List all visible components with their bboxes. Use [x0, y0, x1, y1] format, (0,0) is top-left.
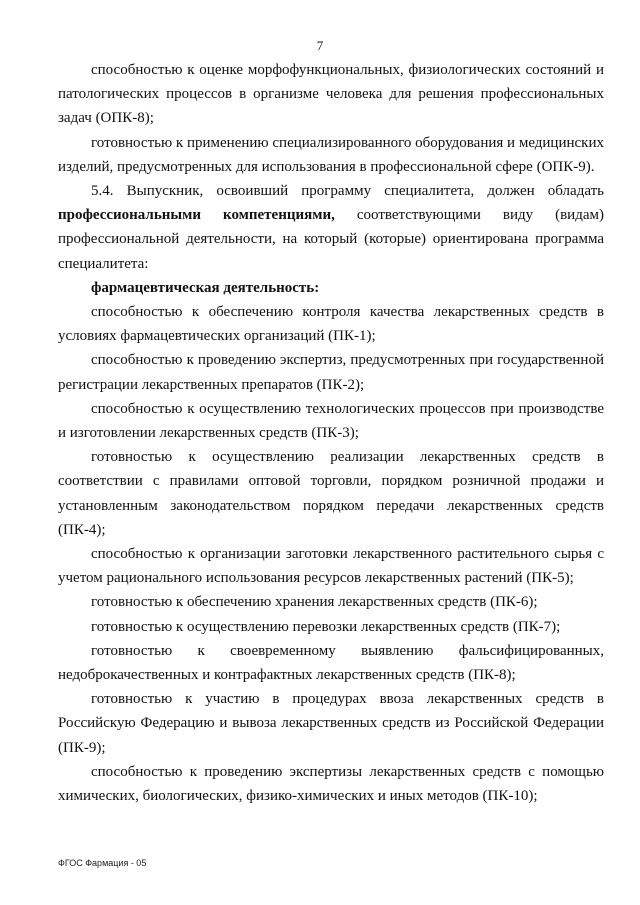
competency-opk-9: готовностью к применению специализированного оборудования и медицинских изделий, предусмотренных для использования в профессиональной сфере (ОПК-9). — [58, 134, 604, 175]
section-5-4-text-end: соответствующими виду (видам) профессиональной деятельности, на который (которые) ориентирована программа специалитета: — [58, 207, 604, 272]
competency-pk-4: готовностью к осуществлению реализации лекарственных средств в соответствии с правилами оптовой торговли, порядком розничной продажи и установленным законодательством порядком передачи лекарственных средств (ПК-4); — [58, 449, 604, 538]
page-footer: ФГОС Фармация - 05 — [58, 858, 147, 868]
competency-pk-2: способностью к проведению экспертиз, предусмотренных при государственной регистрации лекарственных препаратов (ПК-2); — [58, 352, 604, 393]
competency-pk-6: готовностью к обеспечению хранения лекарственных средств (ПК-6); — [91, 594, 538, 611]
activity-heading: фармацевтическая деятельность: — [91, 279, 320, 296]
competency-pk-3: способностью к осуществлению технологических процессов при производстве и изготовлении лекарственных средств (ПК-3); — [58, 400, 604, 442]
competency-pk-5: способностью к организации заготовки лекарственного растительного сырья с учетом рационального использования ресурсов лекарственных растений (ПК-5); — [58, 546, 604, 587]
competency-pk-1: способностью к обеспечению контроля качества лекарственных средств в условиях фармацевтических организаций (ПК-1); — [58, 304, 604, 345]
competency-opk-8: способностью к оценке морфофункциональных, физиологических состояний и патологических процессов в организме человека для решения профессиональных задач (ОПК-8); — [58, 62, 604, 127]
competency-pk-8: готовностью к своевременному выявлению фальсифицированных, недоброкачественных и контрафактных лекарственных средств (ПК-8); — [58, 642, 604, 684]
competency-pk-10: способностью к проведению экспертизы лекарственных средств с помощью химических, биологических, физико-химических и иных методов (ПК-10); — [58, 763, 604, 805]
document-body — [58, 58, 604, 808]
section-5-4-text-start: 5.4. Выпускник, освоивший программу специалитета, должен обладать — [91, 183, 604, 200]
section-5-4-bold-term: профессиональными компетенциями, — [58, 207, 335, 224]
page-number: 7 — [316, 38, 324, 53]
section-5-4-intro — [58, 179, 604, 276]
competency-pk-9: готовностью к участию в процедурах ввоза лекарственных средств в Российскую Федерацию и вывоза лекарственных средств из Российской Федерации (ПК-9); — [58, 691, 604, 756]
competency-pk-7: готовностью к осуществлению перевозки лекарственных средств (ПК-7); — [91, 618, 561, 635]
